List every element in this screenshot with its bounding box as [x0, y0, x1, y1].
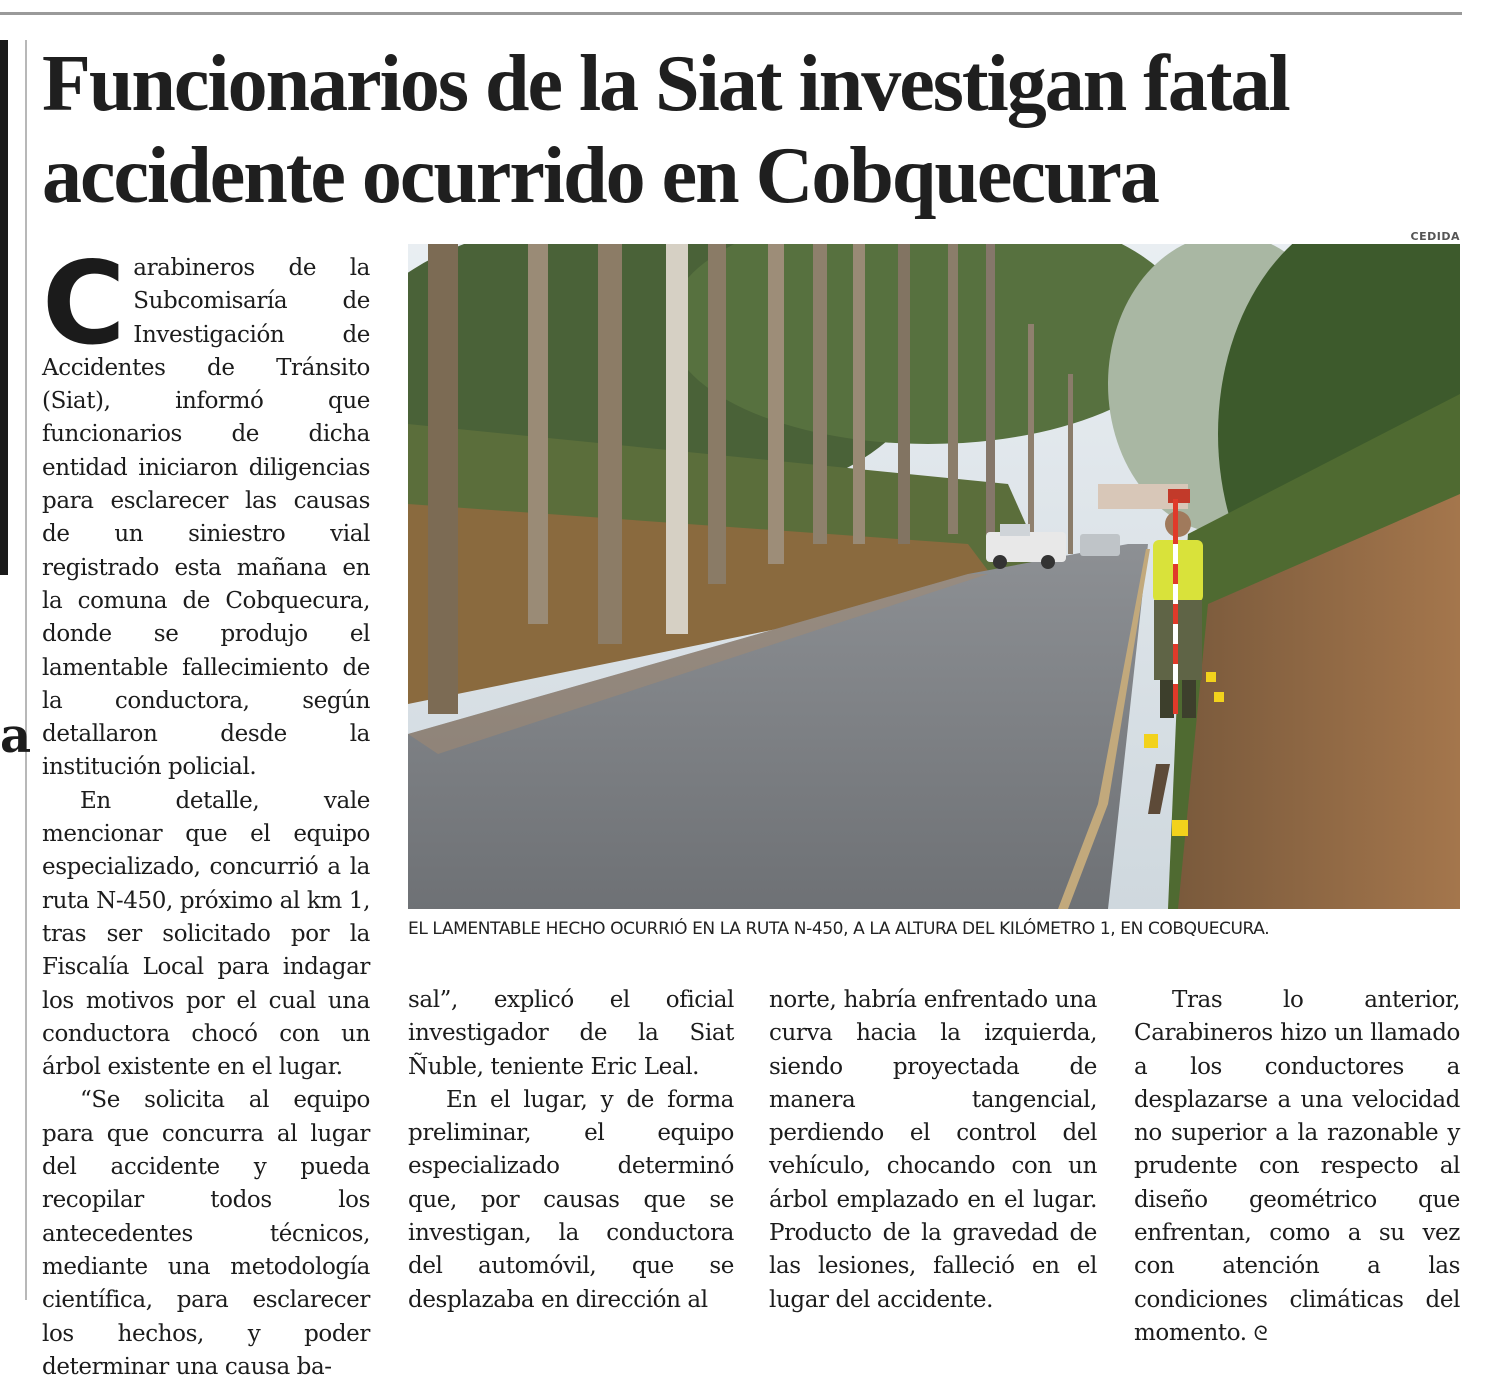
article-column-4 — [1134, 984, 1460, 1350]
paragraph-lead — [42, 237, 370, 785]
photo-caption: EL LAMENTABLE HECHO OCURRIÓ EN LA RUTA N-450, A LA ALTURA DEL KILÓMETRO 1, EN COBQUECURA. — [408, 919, 1270, 939]
adjacent-article-bar — [0, 40, 8, 575]
article-column-2 — [408, 984, 734, 1317]
accident-scene-photo — [408, 244, 1460, 909]
paragraph-5: En el lugar, y de forma preliminar, el equipo especializado determinó que, por causas que se investigan, la conductora del automóvil, que se desplazaba en dirección al — [408, 1086, 734, 1313]
column-divider — [25, 40, 27, 1300]
dropcap: C — [42, 237, 126, 370]
paragraph-6: norte, habría enfrentado una curva hacia la izquierda, siendo proyectada de manera tangencial, perdiendo el control del vehículo, chocando con un árbol emplazado en el lugar. Producto de la gravedad de las lesiones, falleció en el lugar del accidente. — [769, 987, 1097, 1313]
paragraph-3: “Se solicita al equipo para que concurra al lugar del accidente y pueda recopilar todos los antecedentes técnicos, mediante una metodología científica, para esclarecer los hechos, y poder determinar una causa ba- — [42, 1087, 370, 1380]
end-of-article-mark: ᘓ — [1253, 1320, 1268, 1345]
paragraph-2: En detalle, vale mencionar que el equipo especializado, concurrió a la ruta N-450, próximo al km 1, tras ser solicitado por la Fiscalía Local para indagar los motivos por el cual una conductora chocó con un árbol existente en el lugar. — [42, 787, 370, 1081]
paragraph-1-text: arabineros de la Subcomisaría de Investigación de Accidentes de Tránsito (Siat), informó que funcionarios de dicha entidad iniciaron diligencias para esclarecer las causas de un siniestro vial registrado esta mañana en la comuna de Cobquecura, donde se produjo el lamentable fallecimiento de la conductora, según detallaron desde la institución policial. — [42, 255, 370, 781]
headline-line-2: accidente ocurrido en Cobquecura — [42, 132, 1158, 220]
article-column-1 — [42, 237, 370, 1384]
paragraph-4: sal”, explicó el oficial investigador de la Siat Ñuble, teniente Eric Leal. — [408, 987, 734, 1080]
top-rule — [0, 12, 1462, 15]
headline — [42, 38, 1462, 222]
headline-line-1: Funcionarios de la Siat investigan fatal — [42, 40, 1289, 128]
paragraph-7-text: Tras lo anterior, Carabineros hizo un llamado a los conductores a desplazarse a una velocidad no superior a la razonable y prudente con respecto al diseño geométrico que enfrentan, como a su vez con atención a las condiciones climáticas del momento. — [1134, 987, 1460, 1346]
adjacent-article-fragment: a — [0, 708, 32, 764]
photo-credit: CEDIDA — [1410, 230, 1460, 243]
article-column-3 — [769, 984, 1097, 1317]
paragraph-7 — [1134, 984, 1460, 1350]
